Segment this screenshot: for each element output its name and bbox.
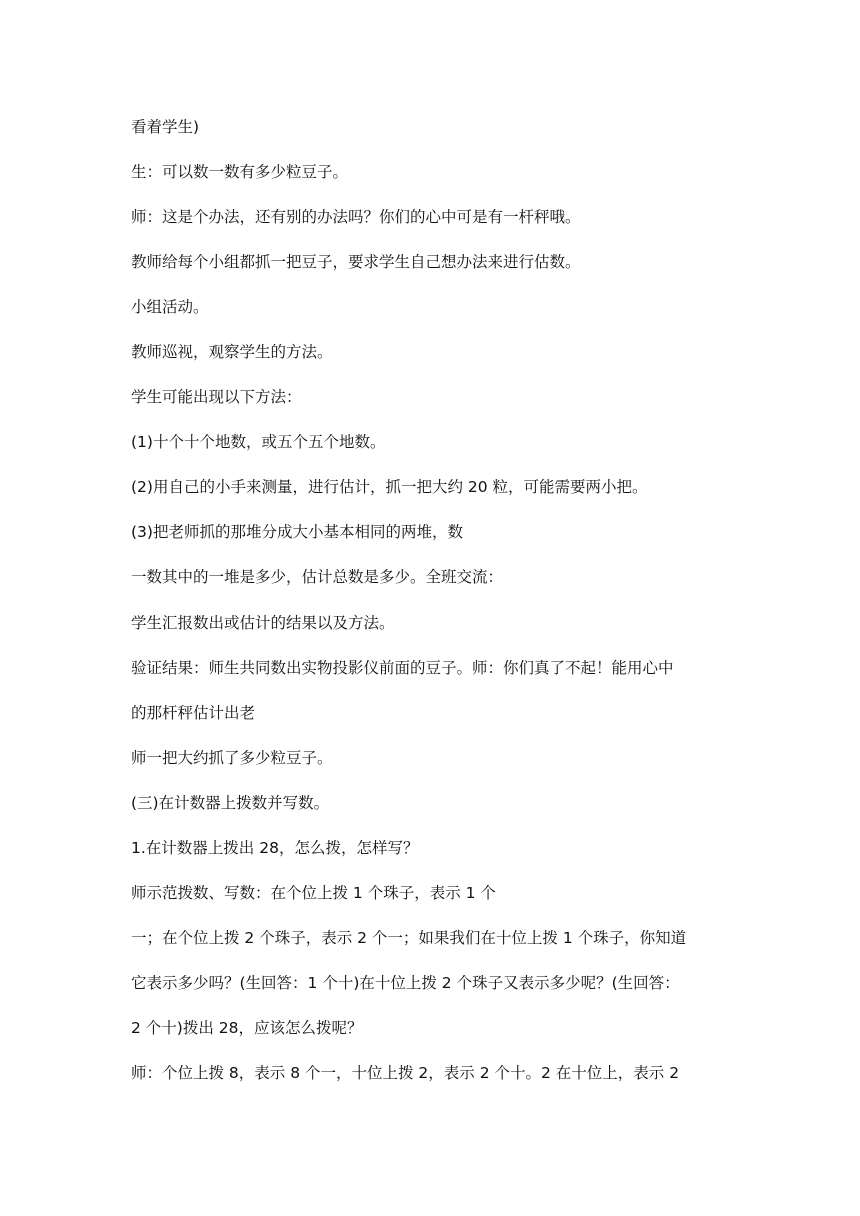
- text-line: 1.在计数器上拨出 28，怎么拨，怎样写？: [131, 838, 419, 857]
- text-line: 一数其中的一堆是多少，估计总数是多少。全班交流：: [131, 568, 504, 587]
- text-line: 教师巡视，观察学生的方法。: [131, 343, 333, 362]
- text-line: (2)用自己的小手来测量，进行估计，抓一把大约 20 粒，可能需要两小把。: [131, 478, 648, 497]
- text-line: (1)十个十个地数，或五个五个地数。: [131, 433, 386, 452]
- text-line: 的那杆秤估计出老: [131, 703, 256, 722]
- text-line: 师：这是个办法，还有别的办法吗？你们的心中可是有一杆秤哦。: [131, 208, 581, 227]
- text-line: (3)把老师抓的那堆分成大小基本相同的两堆，数: [131, 523, 463, 542]
- text-line: 师示范拨数、写数：在个位上拨 1 个珠子，表示 1 个: [131, 883, 496, 902]
- text-line: 看着学生): [131, 118, 200, 136]
- text-line: (三)在计数器上拨数并写数。: [131, 793, 330, 812]
- text-line: 它表示多少吗？(生回答：1 个十)在十位上拨 2 个珠子又表示多少呢？(生回答：: [131, 973, 680, 992]
- text-line: 学生可能出现以下方法：: [131, 388, 302, 407]
- document-body: [131, 108, 741, 1099]
- text-line: 师一把大约抓了多少粒豆子。: [131, 748, 333, 767]
- text-line: 一；在个位上拨 2 个珠子，表示 2 个一；如果我们在十位上拨 1 个珠子，你知道: [131, 928, 687, 947]
- text-line: 学生汇报数出或估计的结果以及方法。: [131, 613, 395, 632]
- text-line: 2 个十)拨出 28，应该怎么拨呢？: [131, 1018, 363, 1037]
- text-line: 教师给每个小组都抓一把豆子，要求学生自己想办法来进行估数。: [131, 253, 581, 272]
- text-line: 验证结果：师生共同数出实物投影仪前面的豆子。师：你们真了不起！能用心中: [131, 658, 674, 677]
- text-line: 师：个位上拨 8，表示 8 个一，十位上拨 2，表示 2 个十。2 在十位上，表示 2: [131, 1063, 680, 1082]
- text-line: 小组活动。: [131, 298, 209, 317]
- text-line: 生：可以数一数有多少粒豆子。: [131, 163, 349, 182]
